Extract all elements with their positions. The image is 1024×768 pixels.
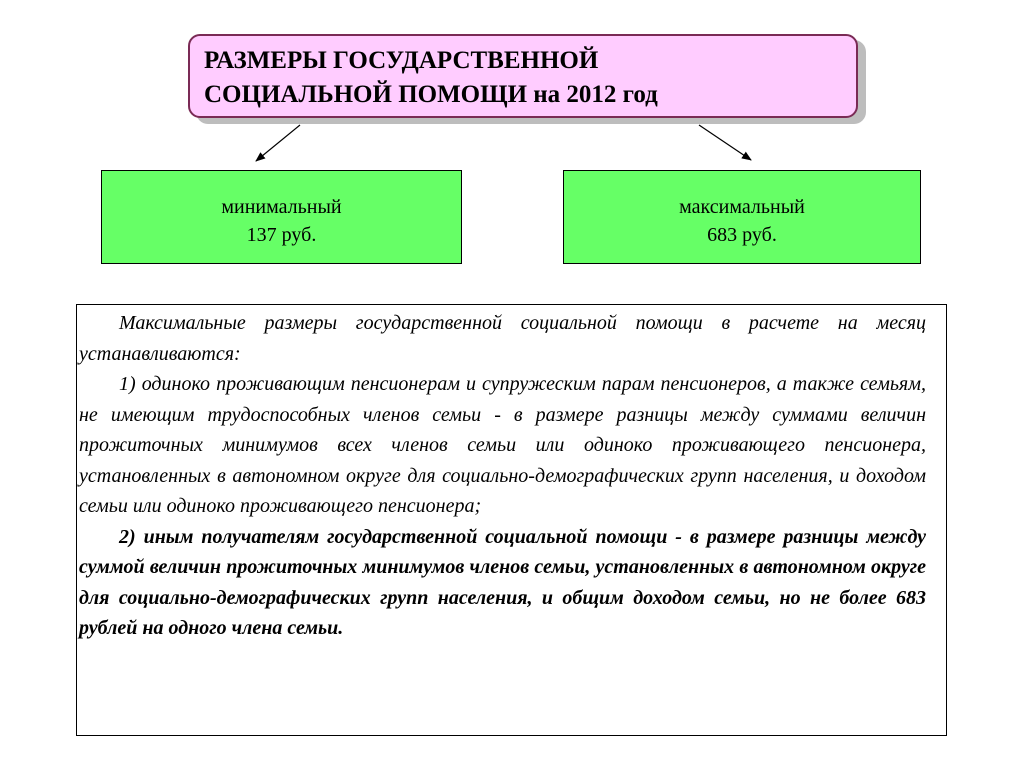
arrow-to-min — [256, 125, 300, 161]
min-label: минимальный — [221, 196, 342, 218]
min-value: 137 руб. — [246, 224, 317, 246]
max-label: максимальный — [679, 196, 805, 218]
title-line-2: СОЦИАЛЬНОЙ ПОМОЩИ на 2012 год — [204, 81, 658, 108]
description-item-2: 2) иным получателям государственной социальной помощи - в размере разницы между суммой величин прожиточных минимумов членов семьи, установленных в автономном округе для социально-демографических групп населения, и общим доходом семьи, но не более 683 рублей на одного члена семьи. — [79, 525, 926, 639]
max-value: 683 руб. — [707, 224, 777, 246]
description-item-1: 1) одиноко проживающим пенсионерам и супружеским парам пенсионеров, а также семьям, не имеющим трудоспособных членов семьи - в размере разницы между суммами величин прожиточных минимумов всех членов семьи или одиноко проживающего пенсионера, установленных в автономном округе для социально-демографических групп населения, и доходом семьи или одиноко проживающего пенсионера; — [79, 373, 926, 517]
max-value-box — [563, 170, 921, 264]
arrow-to-max — [699, 125, 751, 160]
description-intro: Максимальные размеры государственной социальной помощи в расчете на месяц устанавливаются: — [79, 312, 926, 365]
description-box — [76, 304, 947, 736]
min-value-box — [101, 170, 462, 264]
title-line-1: РАЗМЕРЫ ГОСУДАРСТВЕННОЙ — [204, 47, 599, 74]
title-box — [188, 34, 858, 118]
